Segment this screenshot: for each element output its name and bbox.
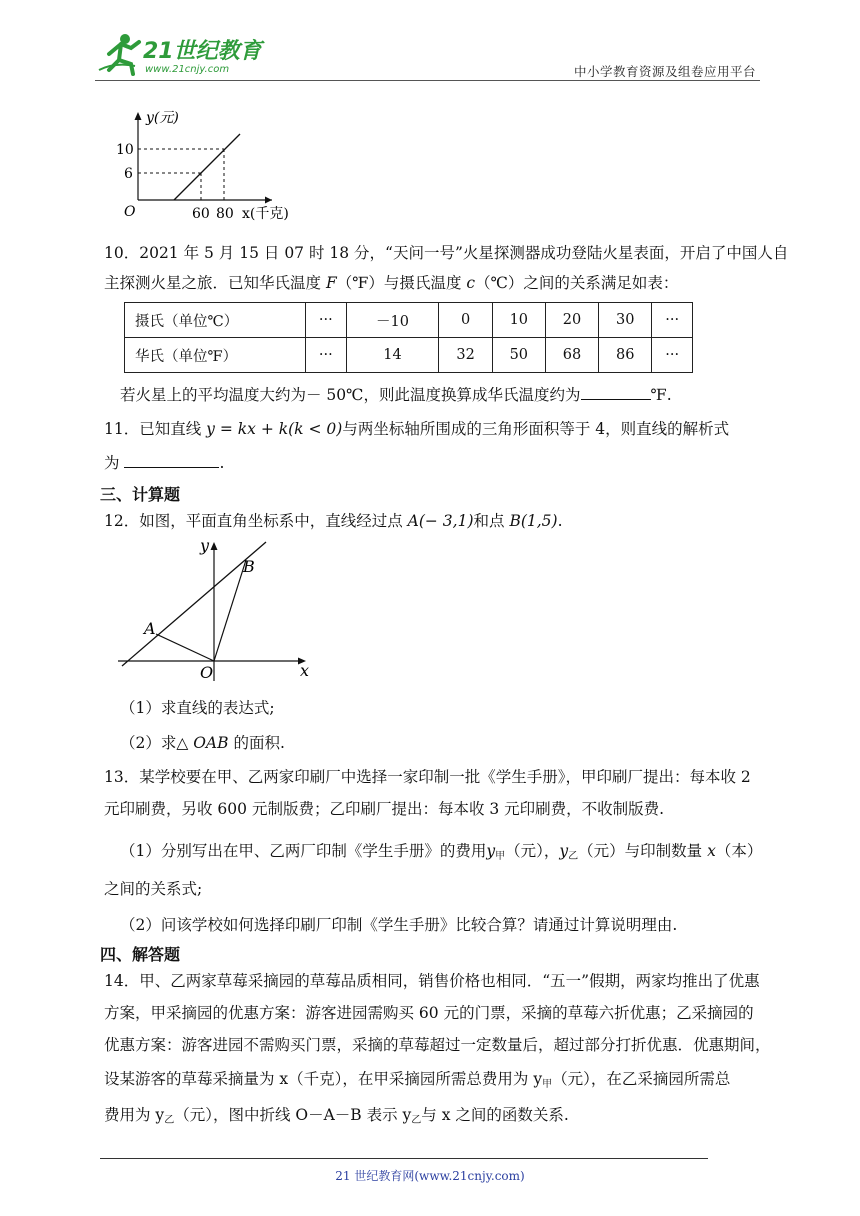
y-label: y bbox=[200, 536, 210, 555]
section-title-answer: 四、解答题 bbox=[100, 945, 181, 964]
q12-sub1: （1）求直线的表达式; bbox=[120, 699, 275, 717]
q11-line2: 为 . bbox=[104, 448, 224, 478]
q13-sub1: （1）分别写出在甲、乙两厂印制《学生手册》的费用$y_甲$（元），$y_乙$（元）与印制数量 x（本） bbox=[120, 842, 763, 862]
q13-line2: 元印刷费，另收 600 元制版费；乙印刷厂提出：每本收 3 元印刷费，不收制版费. bbox=[104, 800, 665, 818]
q14-line1: 14．甲、乙两家草莓采摘园的草莓品质相同，销售价格也相同．“五一”假期，两家均推出了优惠 bbox=[104, 972, 760, 990]
table-cell: 32 bbox=[439, 338, 492, 373]
table-cell: 50 bbox=[492, 338, 545, 373]
logo-text: 21世纪教育 bbox=[143, 39, 262, 64]
y-axis-arrow-icon bbox=[211, 542, 218, 550]
q14-line2: 方案，甲采摘园的优惠方案：游客进园需购买 60 元的门票，采摘的草莓六折优惠；乙采摘园的 bbox=[104, 1004, 754, 1022]
y-axis-arrow-icon bbox=[135, 112, 142, 120]
table-cell: 0 bbox=[439, 303, 492, 338]
graph-line-ab bbox=[112, 536, 322, 686]
table-cell: 14 bbox=[346, 338, 439, 373]
q13-line1: 13．某学校要在甲、乙两家印刷厂中选择一家印制一批《学生手册》，甲印刷厂提出：每本收 2 bbox=[104, 768, 751, 786]
q12-sub2: （2）求△ OAB 的面积. bbox=[120, 734, 285, 752]
table-cell: 摄氏（单位℃） bbox=[125, 303, 306, 338]
point-b-label: B bbox=[243, 557, 255, 576]
table-cell: 20 bbox=[545, 303, 598, 338]
table-cell: ··· bbox=[306, 303, 347, 338]
header-divider bbox=[95, 80, 760, 81]
header-right-text: 中小学教育资源及组卷应用平台 bbox=[573, 64, 756, 79]
table-cell: ··· bbox=[652, 338, 693, 373]
table-row bbox=[125, 338, 693, 373]
y-tick-6: 6 bbox=[124, 166, 133, 182]
table-cell: －10 bbox=[346, 303, 439, 338]
x-tick-60: 60 bbox=[192, 206, 210, 222]
segment-oa bbox=[156, 634, 214, 661]
q10-line1: 10．2021 年 5 月 15 日 07 时 18 分，“天问一号”火星探测器成功登陆火星表面，开启了中国人自 bbox=[104, 244, 789, 262]
origin-label: O bbox=[200, 663, 214, 682]
q13-sub1-cont: 之间的关系式; bbox=[104, 880, 203, 898]
q14-line4: 设某游客的草莓采摘量为 x（千克），在甲采摘园所需总费用为 $y_甲$（元），在乙采摘园所需总 bbox=[104, 1070, 731, 1090]
x-axis-label: x(千克) bbox=[242, 206, 289, 222]
answer-blank[interactable] bbox=[124, 449, 219, 468]
logo-url: www.21cnjy.com bbox=[145, 64, 230, 75]
logo bbox=[95, 30, 265, 78]
section-title-calc: 三、计算题 bbox=[100, 485, 181, 504]
q11-line1: 11．已知直线 y = kx + k(k < 0)与两坐标轴所围成的三角形面积等于 4，则直线的解析式 bbox=[104, 420, 730, 438]
point-a-label: A bbox=[144, 619, 156, 638]
q14-line3: 优惠方案：游客进园不需购买门票，采摘的草莓超过一定数量后，超过部分打折优惠．优惠期间， bbox=[104, 1036, 771, 1054]
runner-icon bbox=[99, 34, 139, 74]
price-line bbox=[174, 134, 240, 200]
x-label: x bbox=[300, 661, 310, 680]
graph-price-weight bbox=[112, 100, 322, 225]
footer-text: 21 世纪教育网(www.21cnjy.com) bbox=[335, 1169, 525, 1183]
table-cell: 86 bbox=[599, 338, 652, 373]
y-tick-10: 10 bbox=[116, 142, 134, 158]
q10-line2: 主探测火星之旅．已知华氏温度 F（℉）与摄氏温度 c（℃）之间的关系满足如表： bbox=[104, 274, 679, 292]
table-cell: 10 bbox=[492, 303, 545, 338]
table-row bbox=[125, 303, 693, 338]
table-cell: 30 bbox=[599, 303, 652, 338]
table-cell: ··· bbox=[306, 338, 347, 373]
origin-label: O bbox=[124, 204, 136, 220]
x-tick-80: 80 bbox=[216, 206, 234, 222]
q10-after: 若火星上的平均温度大约为－ 50℃，则此温度换算成华氏温度约为 ℉. bbox=[120, 380, 672, 410]
q14-line5: 费用为 $y_乙$（元），图中折线 O－A－B 表示 $y_乙$与 x 之间的函数关系. bbox=[104, 1106, 569, 1126]
q13-sub2: （2）问该学校如何选择印刷厂印制《学生手册》比较合算？请通过计算说明理由. bbox=[120, 916, 678, 934]
table-cell: 华氏（单位℉） bbox=[125, 338, 306, 373]
q12-line1: 12．如图，平面直角坐标系中，直线经过点 A(− 3,1)和点 B(1,5). bbox=[104, 512, 563, 530]
temperature-table bbox=[124, 302, 693, 373]
segment-ob bbox=[214, 560, 246, 661]
y-axis-label: y(元) bbox=[146, 110, 179, 126]
table-cell: 68 bbox=[545, 338, 598, 373]
footer-divider bbox=[100, 1158, 708, 1159]
x-axis-arrow-icon bbox=[265, 197, 272, 204]
answer-blank[interactable] bbox=[581, 381, 651, 400]
table-cell: ··· bbox=[652, 303, 693, 338]
